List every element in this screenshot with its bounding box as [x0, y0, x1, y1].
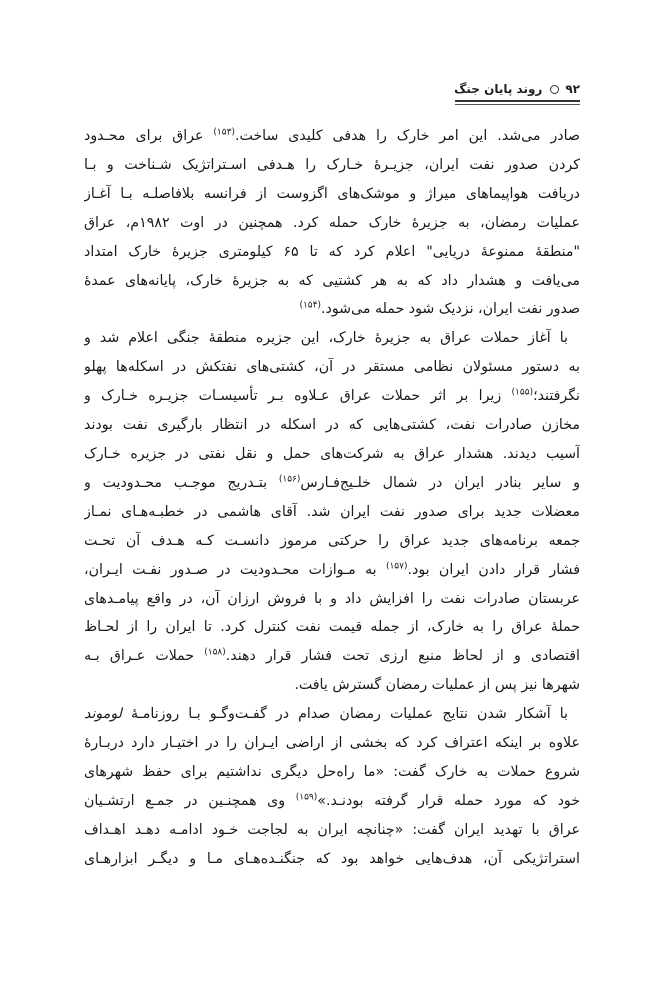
- running-head: [86, 78, 580, 100]
- paragraph-2: [84, 324, 580, 700]
- text-line: معضلات جدید برای صدور نفت ایران شد. آقای هاشمی در خطبـه‌هـای نمـاز: [84, 503, 580, 520]
- text-line: اقتصادی و از لحاظ منبع ارزی تحت فشار قرار دهند.$^{(۱۵۸)}$ حملات عـراق بـه: [84, 647, 580, 665]
- text-line: عملیات رمضان، به جزیرهٔ خارک حمله کرد. همچنین در اوت ۱۹۸۲م، عراق: [84, 214, 580, 231]
- text-line: صدور نفت ایران، نزدیک شود حمله می‌شود.$^{(۱۵۴)}$: [299, 300, 580, 318]
- text-line: علاوه بر اینکه اعتراف کرد که بخشی از اراضی ایـران را در اختیـار دارد دربـارهٔ: [84, 735, 580, 752]
- text-line: آسیب دیدند. هشدار عراق به شرکت‌های حمل و نقل نفتی در جزیره خـارک: [84, 445, 580, 462]
- text-line: استراتژیکی آن، هدف‌هایی خواهد بود که جنگنـده‌هـای مـا و دیگـر ابزارهـای: [84, 850, 580, 867]
- footnote-ref: (۱۵۶): [278, 474, 301, 485]
- text-line: با آغاز حملات عراق به جزیرهٔ خارک، این جزیره منطقهٔ جنگی اعلام شد و: [84, 330, 568, 347]
- text-line: حملهٔ عراق را به خارک، از جمله قیمت نفت کنترل کرد. تا ایران را از لحـاظ: [84, 619, 580, 636]
- newspaper-name: لوموند: [84, 706, 122, 723]
- text-line: عراق با تهدید ایران گفت: «چنانچه ایران به لجاجت خـود ادامـه دهـد اهـداف: [84, 821, 580, 838]
- paragraph-3: [84, 700, 580, 873]
- text-line: کردن صدور نفت ایران، جزیـرهٔ خـارک را هـدفی اسـتراتژیک شـناخت و بـا: [84, 156, 580, 173]
- text-line: به دستور مسئولان نظامی مستقر در آن، کشتی‌های نفتکش در اسکله‌ها پهلو: [84, 359, 580, 376]
- footnote-ref: (۱۵۹): [295, 792, 318, 803]
- text-line: می‌یافت و هشدار داد که به هر کشتیی که به جزیرهٔ خارک، پایانه‌های عمدهٔ: [84, 272, 580, 289]
- body-text: [84, 122, 580, 874]
- text-line: مخازن صادرات نفت، کشتی‌هایی که در اسکله در انتظار بارگیری نفت بودند: [84, 417, 580, 434]
- text-line: جمعه برنامه‌های جدید عراق را حرکتی مرموز دانسـت کـه هـدف آن تحـت: [84, 532, 580, 549]
- footnote-ref: (۱۵۴): [299, 300, 321, 311]
- text-line: خود که مورد حمله قرار گرفته بودنـد.»$^{(۱۵۹)}$ وی همچنـین در جمـع ارتشـیان: [84, 792, 580, 809]
- circle-ornament-icon: [550, 85, 559, 94]
- text-line: دریافت هواپیماهای میراژ و موشک‌های اگزوست از فرانسه بلافاصلـه بـا آغـاز: [84, 185, 580, 202]
- page-number: ۹۲: [565, 82, 580, 96]
- text-line: شروع حملات به خارک گفت: «ما راه‌حل دیگری نداشتیم برای حفظ شهرهای: [84, 763, 580, 780]
- running-title: روند پایان جنگ: [454, 82, 543, 96]
- text-line: و سایر بنادر ایران در شمال خلـیج‌فـارس$^{(۱۵۶)}$ بتـدریج موجـب محـدودیت و: [84, 474, 580, 491]
- paragraph-1: [84, 122, 580, 324]
- text-line: "منطقهٔ ممنوعهٔ دریایی" اعلام کرد که تا ۶۵ کیلومتری جزیرهٔ خارک امتداد: [84, 243, 580, 260]
- footnote-ref: (۱۵۵): [511, 387, 534, 398]
- footnote-ref: (۱۵۳): [213, 127, 235, 138]
- header-rule: [455, 100, 580, 105]
- text-line: شهرها نیز پس از عملیات رمضان گسترش یافت.: [294, 677, 580, 694]
- text-line: صادر می‌شد. این امر خارک را هدفی کلیدی ساخت.$^{(۱۵۳)}$ عراق برای محـدود: [84, 127, 580, 144]
- text-line: نگرفتند؛$^{(۱۵۵)}$ زیرا بر اثر حملات عراق عـلاوه بـر تأسیسـات جزیـره خـارک و: [84, 387, 580, 405]
- text-line: عربستان صادرات نفت را افزایش داد و با فروش ارزان آن، در واقع پیامـدهای: [84, 590, 580, 607]
- text-line: فشار قرار دادن ایران بود.$^{(۱۵۷)}$ به مـوازات محـدودیت در صـدور نفـت ایـران،: [84, 560, 580, 578]
- text-line: با آشکار شدن نتایج عملیات رمضان صدام در گفـت‌وگـو بـا روزنامـهٔ لوموند: [84, 706, 568, 723]
- footnote-ref: (۱۵۷): [385, 560, 408, 571]
- footnote-ref: (۱۵۸): [204, 647, 226, 658]
